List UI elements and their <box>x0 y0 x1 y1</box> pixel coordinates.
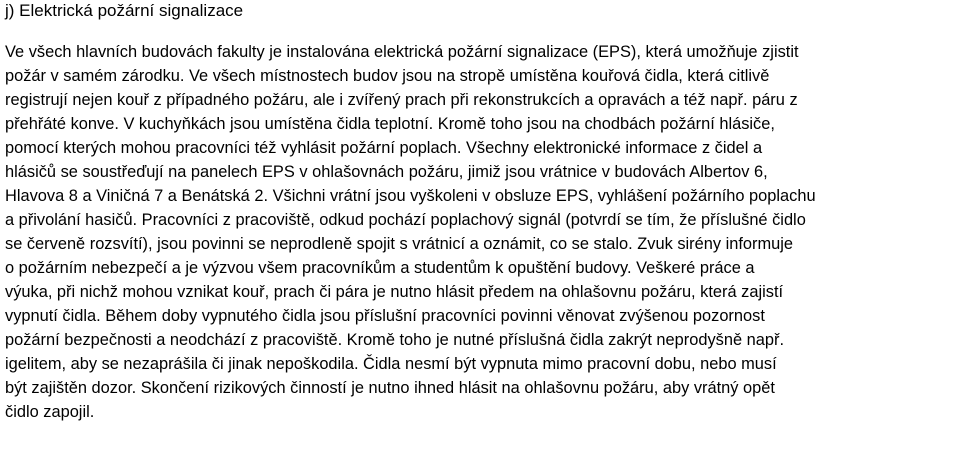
paragraph-line: vypnutí čidla. Během doby vypnutého čidla jsou příslušní pracovníci povinni věnovat zvýšenou pozornost <box>5 307 765 325</box>
paragraph-line: a přivolání hasičů. Pracovníci z pracoviště, odkud pochází poplachový signál (potvrdí se tím, že příslušné čidlo <box>5 211 806 229</box>
paragraph-line: přehřáté konve. V kuchyňkách jsou umístěna čidla teplotní. Kromě toho jsou na chodbách požární hlásiče, <box>5 115 775 133</box>
paragraph-line: Ve všech hlavních budovách fakulty je instalována elektrická požární signalizace (EPS), která umožňuje zjistit <box>5 43 799 61</box>
section-body-paragraph <box>5 40 960 424</box>
paragraph-line: čidlo zapojil. <box>5 403 95 421</box>
paragraph-line: hlásičů se soustřeďují na panelech EPS v ohlašovnách požáru, jimiž jsou vrátnice v budovách Albertov 6, <box>5 163 768 181</box>
paragraph-line: igelitem, aby se nezaprášila či jinak nepoškodila. Čidla nesmí být vypnuta mimo pracovní dobu, nebo musí <box>5 355 777 373</box>
paragraph-line: se červeně rozsvítí), jsou povinni se neprodleně spojit s vrátnicí a oznámit, co se stalo. Zvuk sirény informuje <box>5 235 794 253</box>
paragraph-line: požární bezpečnosti a neodchází z pracoviště. Kromě toho je nutné příslušná čidla zakrýt neprodyšně např. <box>5 331 785 349</box>
paragraph-line: registrují nejen kouř z případného požáru, ale i zvířený prach při rekonstrukcích a opravách a též např. páru z <box>5 91 798 109</box>
paragraph-line: o požárním nebezpečí a je výzvou všem pracovníkům a studentům k opuštění budovy. Veškeré práce a <box>5 259 755 277</box>
paragraph-line: být zajištěn dozor. Skončení rizikových činností je nutno ihned hlásit na ohlašovnu požáru, aby vrátný opět <box>5 379 775 397</box>
paragraph-line: pomocí kterých mohou pracovníci též vyhlásit požární poplach. Všechny elektronické informace z čidel a <box>5 139 763 157</box>
paragraph-line: Hlavova 8 a Viničná 7 a Benátská 2. Všichni vrátní jsou vyškoleni v obsluze EPS, vyhlášení požárního poplachu <box>5 187 816 205</box>
paragraph-line: výuka, při nichž mohou vznikat kouř, prach či pára je nutno hlásit předem na ohlašovnu požáru, která zajistí <box>5 283 784 301</box>
paragraph-line: požár v samém zárodku. Ve všech místnostech budov jsou na stropě umístěna kouřová čidla, která citlivě <box>5 67 770 85</box>
section-heading: j) Elektrická požární signalizace <box>5 1 244 20</box>
